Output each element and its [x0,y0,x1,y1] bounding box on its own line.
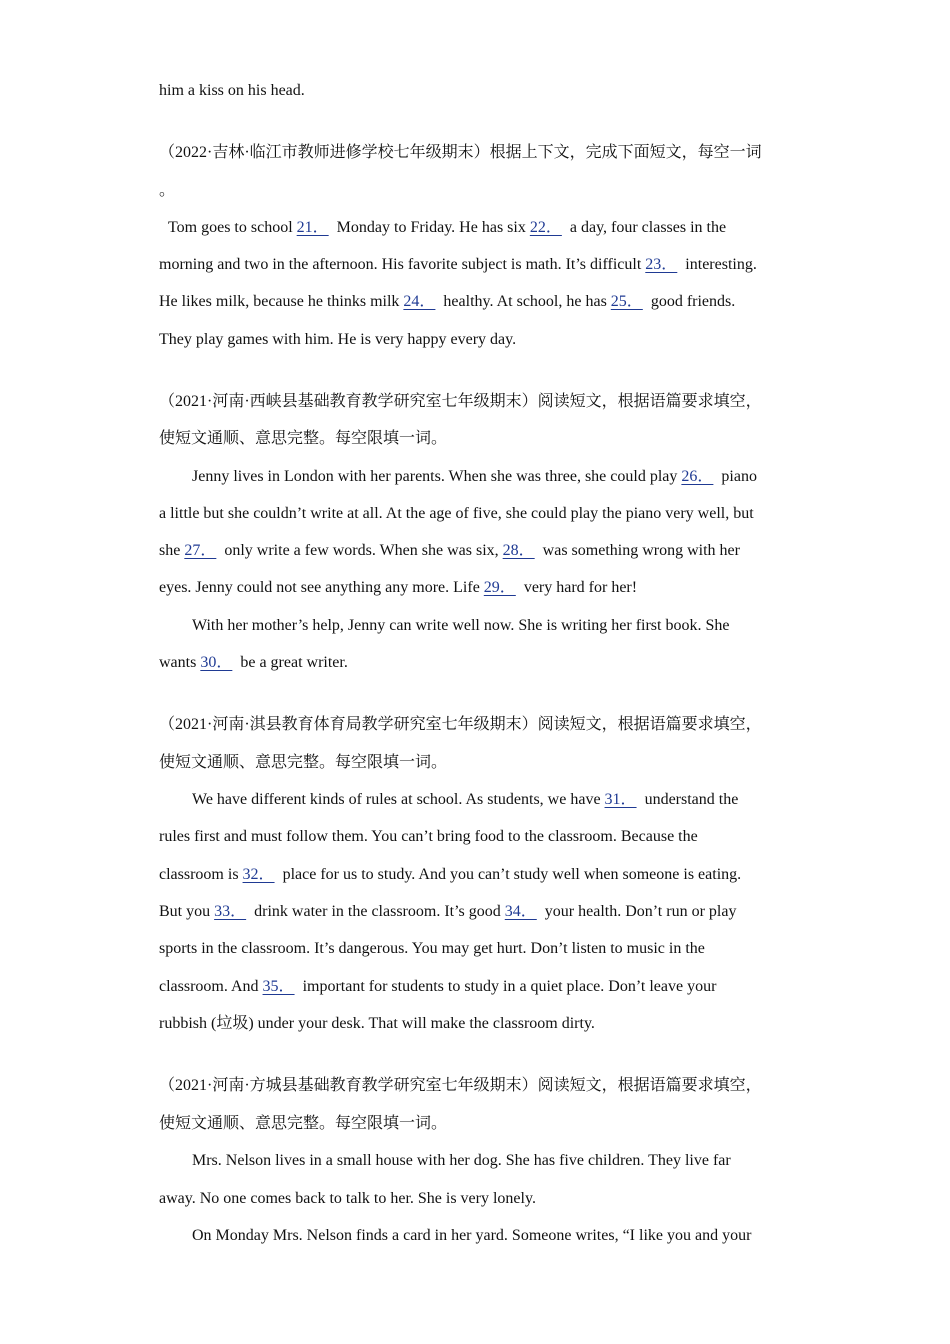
text: interesting. [681,256,757,273]
text-line [192,1151,731,1171]
text: On Monday Mrs. Nelson finds a card in her yard. Someone writes, “I like you and your [192,1227,752,1244]
text: （2021·河南·淇县教育体育局教学研究室七年级期末）阅读短文，根据语篇要求填空， [159,716,762,733]
text: Monday to Friday. He has six [332,219,530,236]
text: very hard for her! [519,579,638,596]
blank-28[interactable]: 28． [502,542,535,559]
text: away. No one comes back to talk to her. She is very lonely. [159,1190,536,1207]
blank-32[interactable]: 32． [242,866,275,883]
text: We have different kinds of rules at school. As students, we have [192,791,605,808]
text: With her mother’s help, Jenny can write well now. She is writing her first book. She [192,617,730,634]
section-header-2021-qixian [159,715,762,735]
text: piano [717,468,757,485]
text: wants [159,654,201,671]
text: place for us to study. And you can’t study well when someone is eating. [278,866,742,883]
text-line [192,616,729,636]
text-line [159,865,741,885]
blank-21[interactable]: 21． [296,219,329,236]
text: 使短文通顺、意思完整。每空限填一词。 [159,430,448,447]
text-line [159,977,716,997]
text-line [159,330,516,350]
blank-23[interactable]: 23． [645,256,678,273]
blank-33[interactable]: 33． [214,903,247,920]
text: a little but she couldn’t write at all. At the age of five, she could play the piano very well, but [159,505,754,522]
text: 。 [159,182,176,199]
blank-30[interactable]: 30． [200,654,233,671]
text: him a kiss on his head. [159,82,305,99]
text: Tom goes to school [168,219,297,236]
text-line [192,467,757,487]
blank-25[interactable]: 25． [610,293,643,310]
text: your health. Don’t run or play [540,903,737,920]
text: classroom is [159,866,243,883]
text-line [159,653,348,673]
text-line [159,504,754,524]
text-line [159,541,740,561]
text-line [159,292,735,312]
text: eyes. Jenny could not see anything any more. Life [159,579,484,596]
section-header-2022-jilin [159,143,762,163]
text: （2021·河南·方城县基础教育教学研究室七年级期末）阅读短文，根据语篇要求填空， [159,1077,762,1094]
text-line [159,81,305,101]
instruction-line [159,429,447,449]
text: be a great writer. [236,654,348,671]
text: 使短文通顺、意思完整。每空限填一词。 [159,1115,448,1132]
text: was something wrong with her [538,542,740,559]
text: rubbish (垃圾) under your desk. That will make the classroom dirty. [159,1015,595,1032]
blank-29[interactable]: 29． [483,579,516,596]
text: understand the [640,791,739,808]
text: morning and two in the afternoon. His favorite subject is math. It’s difficult [159,256,646,273]
text-line [159,181,175,201]
text: classroom. And [159,978,263,995]
text: （2022·吉林·临江市教师进修学校七年级期末）根据上下文，完成下面短文，每空一词 [159,144,762,161]
text: He likes milk, because he thinks milk [159,293,404,310]
text: sports in the classroom. It’s dangerous. You may get hurt. Don’t listen to music in the [159,940,705,957]
text-line [159,827,698,847]
text-line [159,902,736,922]
text: a day, four classes in the [565,219,727,236]
blank-31[interactable]: 31． [604,791,637,808]
blank-34[interactable]: 34． [504,903,537,920]
section-header-2021-xixia [159,392,762,412]
text: They play games with him. He is very happy every day. [159,331,517,348]
text: healthy. At school, he has [439,293,611,310]
text-line [192,1226,751,1246]
text-line [159,1189,536,1209]
text: （2021·河南·西峡县基础教育教学研究室七年级期末）阅读短文，根据语篇要求填空， [159,393,762,410]
text: only write a few words. When she was six, [220,542,503,559]
section-header-2021-fangcheng [159,1076,762,1096]
text-line [192,790,738,810]
blank-24[interactable]: 24． [403,293,436,310]
text-line [159,578,637,598]
text-line [159,1014,595,1034]
text: Jenny lives in London with her parents. When she was three, she could play [192,468,682,485]
text: Mrs. Nelson lives in a small house with her dog. She has five children. They live far [192,1152,731,1169]
text: rules first and must follow them. You can’t bring food to the classroom. Because the [159,828,698,845]
text: 使短文通顺、意思完整。每空限填一词。 [159,754,448,771]
text: important for students to study in a quiet place. Don’t leave your [298,978,717,995]
text-line [159,939,705,959]
blank-27[interactable]: 27． [184,542,217,559]
text-line [159,255,757,275]
blank-22[interactable]: 22． [529,219,562,236]
instruction-line [159,1114,447,1134]
blank-26[interactable]: 26． [681,468,714,485]
text-line [168,218,726,238]
blank-35[interactable]: 35． [262,978,295,995]
text: she [159,542,185,559]
text: good friends. [646,293,736,310]
instruction-line [159,753,447,773]
text: drink water in the classroom. It’s good [250,903,505,920]
text: But you [159,903,215,920]
